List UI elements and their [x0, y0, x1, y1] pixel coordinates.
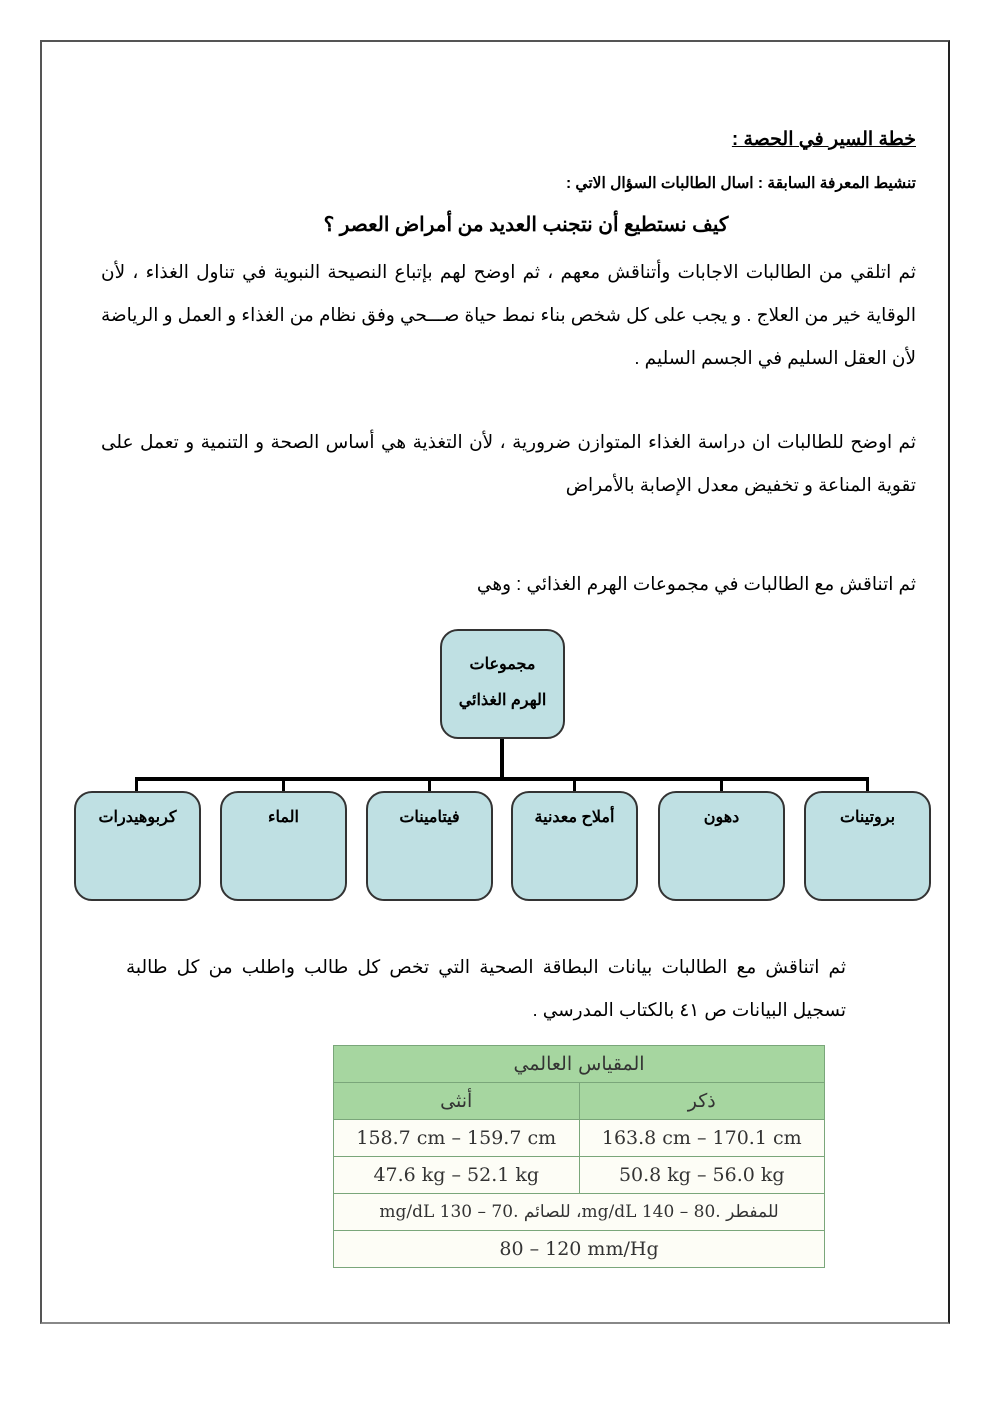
table-row — [334, 1194, 825, 1231]
col-header-female: أنثى — [334, 1083, 580, 1120]
connector-drop — [282, 777, 285, 792]
col-header-male: ذكر — [579, 1083, 825, 1120]
section-title: خطة السير في الحصة : — [731, 129, 916, 150]
question-heading: كيف نستطيع أن نتجنب العديد من أمراض العصر ؟ — [323, 214, 729, 236]
root-label-line2: الهرم الغذائي — [458, 692, 547, 709]
weight-male: 50.8 kg – 56.0 kg — [579, 1157, 825, 1194]
diagram-root-box — [440, 629, 565, 739]
blood-sugar: للمفطر .80 – 140 mg/dL، للصائم .70 – 130 mg/dL — [334, 1194, 825, 1231]
diagram-box-fats: دهون — [658, 791, 785, 901]
diagram-box-proteins: بروتينات — [804, 791, 931, 901]
weight-female: 47.6 kg – 52.1 kg — [334, 1157, 580, 1194]
paragraph-3: ثم اتناقش مع الطالبات في مجموعات الهرم الغذائي : وهي — [476, 573, 916, 594]
diagram-box-vitamins: فيتامينات — [366, 791, 493, 901]
diagram-box-carbohydrates: كربوهيدرات — [74, 791, 201, 901]
table-header-row — [334, 1083, 825, 1120]
table-title-row — [334, 1046, 825, 1083]
paragraph-4: ثم اتناقش مع الطالبات بيانات البطاقة الصحية التي تخص كل طالب واطلب من كل طالبة تسجيل البيانات ص ٤١ بالكتاب المدرسي . — [126, 956, 846, 1020]
subtitle: تنشيط المعرفة السابقة : اسال الطالبات السؤال الاتي : — [565, 175, 916, 192]
table-row — [334, 1231, 825, 1268]
height-female: 158.7 cm – 159.7 cm — [334, 1120, 580, 1157]
table-title: المقياس العالمي — [334, 1046, 825, 1083]
table-row — [334, 1120, 825, 1157]
height-male: 163.8 cm – 170.1 cm — [579, 1120, 825, 1157]
international-scale-table — [333, 1045, 825, 1268]
blood-pressure: 80 – 120 mm/Hg — [334, 1231, 825, 1268]
diagram-box-water: الماء — [220, 791, 347, 901]
connector-drop — [428, 777, 431, 792]
paragraph-1: ثم اتلقي من الطالبات الاجابات وأتناقش معهم ، ثم اوضح لهم بإتباع النصيحة النبوية في تناول الغذاء ، لأن الوقاية خير من العلاج . و يجب على كل شخص بناء نمط حياة صـــحي وفق نظام من الغذاء و العمل و الرياضة لأن العقل السليم في الجسم السليم . — [101, 261, 916, 368]
table-row — [334, 1157, 825, 1194]
connector-drop — [573, 777, 576, 792]
root-label-line1: مجموعات — [469, 656, 536, 673]
connector-horizontal — [135, 777, 869, 781]
diagram-box-minerals: أملاح معدنية — [511, 791, 638, 901]
connector-vertical — [500, 739, 504, 779]
connector-drop — [720, 777, 723, 792]
connector-drop — [866, 777, 869, 792]
paragraph-2: ثم اوضح للطالبات ان دراسة الغذاء المتوازن ضرورية ، لأن التغذية هي أساس الصحة و التنمية و تعمل على تقوية المناعة و تخفيض معدل الإصابة بالأمراض — [101, 431, 916, 495]
connector-drop — [135, 777, 138, 792]
